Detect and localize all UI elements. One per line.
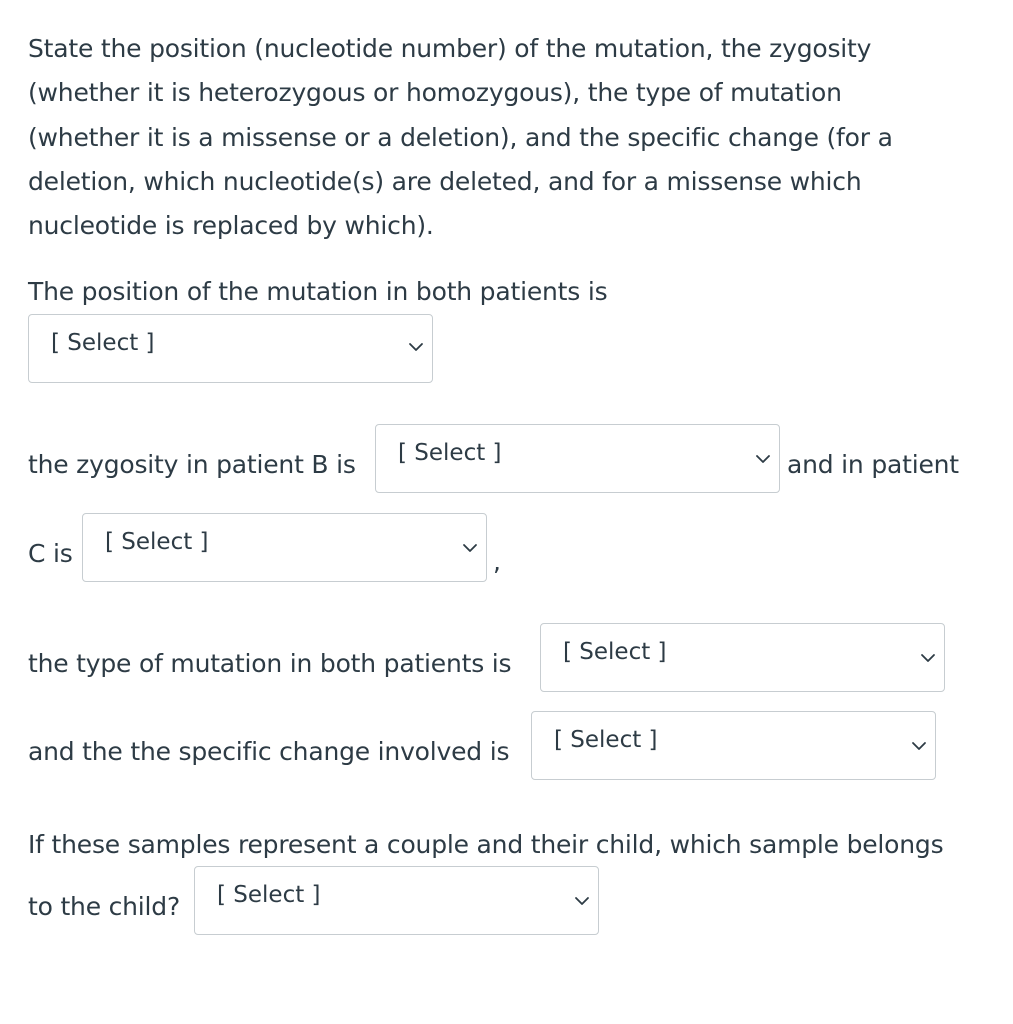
specific-change-select[interactable]: [531, 711, 936, 780]
q3-prompt-before: C is: [28, 539, 73, 568]
q3-prompt-after: ,: [493, 547, 501, 576]
zygosity-patient-b-select[interactable]: [375, 424, 780, 493]
q6-prompt-line1: If these samples represent a couple and their child, which sample belongs: [28, 830, 944, 859]
child-sample-select-value: [ Select ]: [217, 882, 321, 908]
child-sample-select[interactable]: [194, 866, 599, 935]
q2-prompt-after: and in patient: [787, 450, 959, 479]
specific-change-select-value: [ Select ]: [554, 727, 658, 753]
chevron-down-icon: [408, 341, 424, 353]
chevron-down-icon: [911, 740, 927, 752]
q6-prompt-line2: to the child?: [28, 892, 181, 921]
instructions-line: (whether it is a missense or a deletion), and the specific change (for a: [28, 122, 893, 152]
q2-prompt-before: the zygosity in patient B is: [28, 450, 356, 479]
chevron-down-icon: [920, 652, 936, 664]
position-select[interactable]: [28, 314, 433, 383]
q5-prompt: and the the specific change involved is: [28, 737, 510, 766]
zygosity-patient-b-select-value: [ Select ]: [398, 440, 502, 466]
instructions-paragraph: [28, 27, 988, 248]
instructions-line: deletion, which nucleotide(s) are deleted, and for a missense which: [28, 166, 862, 196]
instructions-line: nucleotide is replaced by which).: [28, 211, 434, 241]
position-select-value: [ Select ]: [51, 330, 155, 356]
chevron-down-icon: [462, 542, 478, 554]
instructions-line: State the position (nucleotide number) of the mutation, the zygosity: [28, 34, 872, 63]
zygosity-patient-c-select[interactable]: [82, 513, 487, 582]
instructions-line: (whether it is heterozygous or homozygous), the type of mutation: [28, 78, 842, 108]
chevron-down-icon: [574, 895, 590, 907]
mutation-type-select-value: [ Select ]: [563, 639, 667, 665]
zygosity-patient-c-select-value: [ Select ]: [105, 529, 209, 555]
q4-prompt: the type of mutation in both patients is: [28, 649, 512, 678]
q1-prompt: The position of the mutation in both patients is: [28, 277, 608, 306]
mutation-type-select[interactable]: [540, 623, 945, 692]
chevron-down-icon: [755, 453, 771, 465]
